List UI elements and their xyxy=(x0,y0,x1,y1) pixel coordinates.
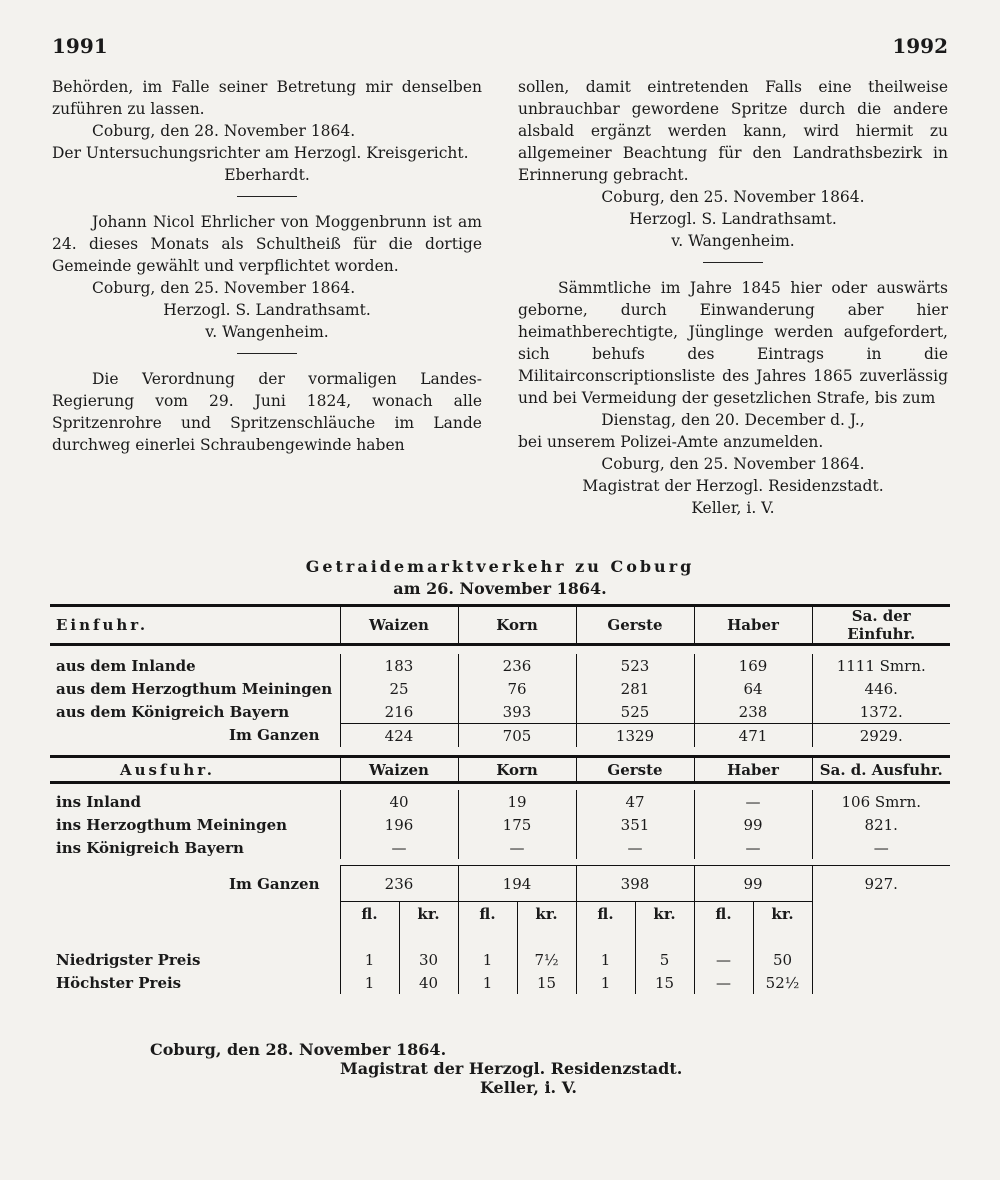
cell: 50 xyxy=(753,948,812,971)
cell: 175 xyxy=(458,813,576,836)
unit-cell: kr. xyxy=(399,902,458,926)
notice-date: Coburg, den 25. November 1864. xyxy=(601,188,865,206)
notice-authority: Der Untersuchungsrichter am Herzogl. Kreisgericht. xyxy=(52,144,469,162)
cell: 7½ xyxy=(517,948,576,971)
cell: 446. xyxy=(812,677,950,700)
col-header-sum: Sa. d. Ausfuhr. xyxy=(812,757,950,783)
cell: 40 xyxy=(399,971,458,994)
page-number-right: 1992 xyxy=(892,34,948,58)
cell: 238 xyxy=(694,700,812,724)
cell: 194 xyxy=(458,866,576,902)
cell: 927. xyxy=(812,866,950,902)
cell: 281 xyxy=(576,677,694,700)
notice-authority: Herzogl. S. Landrathsamt. xyxy=(629,210,837,228)
cell: 351 xyxy=(576,813,694,836)
notice-signature: Eberhardt. xyxy=(224,166,310,184)
cell: 25 xyxy=(340,677,458,700)
cell: 2929. xyxy=(812,724,950,748)
cell: 525 xyxy=(576,700,694,724)
row-label: aus dem Herzogthum Meiningen xyxy=(56,679,333,698)
cell: 1 xyxy=(340,971,399,994)
price-row-highest xyxy=(50,971,950,994)
cell: 236 xyxy=(458,654,576,677)
notice-authority: Herzogl. S. Landrathsamt. xyxy=(163,301,371,319)
unit-cell: kr. xyxy=(753,902,812,926)
cell: 1372. xyxy=(812,700,950,724)
col-header-gerste: Gerste xyxy=(576,606,694,645)
cell: 196 xyxy=(340,813,458,836)
table-row xyxy=(50,836,950,859)
footer-date: Coburg, den 28. November 1864. xyxy=(150,1040,447,1059)
col-header-gerste: Gerste xyxy=(576,757,694,783)
cell: 1 xyxy=(458,971,517,994)
cell: 424 xyxy=(340,724,458,748)
notice-place: bei unserem Polizei-Amte anzumelden. xyxy=(518,433,824,451)
market-title: Getraidemarktverkehr zu Coburg xyxy=(305,557,695,576)
footer-signature: Keller, i. V. xyxy=(480,1078,577,1097)
grain-market-table xyxy=(50,604,950,994)
col-header-haber: Haber xyxy=(694,606,812,645)
cell: 15 xyxy=(635,971,694,994)
cell: 1329 xyxy=(576,724,694,748)
cell: 40 xyxy=(340,790,458,813)
cell: — xyxy=(694,971,753,994)
cell: 183 xyxy=(340,654,458,677)
notice-date: Coburg, den 25. November 1864. xyxy=(92,279,356,297)
cell: 99 xyxy=(694,813,812,836)
footer-authority: Magistrat der Herzogl. Residenzstadt. xyxy=(340,1059,683,1078)
cell: 15 xyxy=(517,971,576,994)
row-label: aus dem Inlande xyxy=(56,656,196,675)
export-total-row xyxy=(50,866,950,902)
notice-date: Coburg, den 25. November 1864. xyxy=(601,455,865,473)
left-column xyxy=(52,76,482,456)
divider xyxy=(703,262,763,263)
cell: 1 xyxy=(576,948,635,971)
export-header-row xyxy=(50,757,950,783)
cell: 1 xyxy=(576,971,635,994)
notice-text: Johann Nicol Ehrlicher von Moggenbrunn ist am 24. dieses Monats als Schultheiß für die dortige Gemeinde gewählt und verpflichtet worden. xyxy=(52,213,482,275)
table-row xyxy=(50,747,950,757)
cell: 19 xyxy=(458,790,576,813)
import-header-label: Einfuhr. xyxy=(50,606,340,645)
cell: — xyxy=(812,836,950,859)
cell: — xyxy=(694,790,812,813)
price-row-lowest xyxy=(50,948,950,971)
table-row xyxy=(50,813,950,836)
cell: 705 xyxy=(458,724,576,748)
table-row xyxy=(50,645,950,655)
cell: — xyxy=(576,836,694,859)
cell: 1 xyxy=(458,948,517,971)
cell: 1 xyxy=(340,948,399,971)
import-total-row xyxy=(50,724,950,748)
col-header-waizen: Waizen xyxy=(340,606,458,645)
import-header-row xyxy=(50,606,950,645)
cell: 30 xyxy=(399,948,458,971)
notice-text: Sämmtliche im Jahre 1845 hier oder auswärts geborne, durch Einwanderung aber hier heimathberechtigte, Jünglinge werden aufgefordert, sich behufs des Eintrags in die Militairconscriptionsliste des Jahres 1865 zuverlässig und bei Vermeidung der gesetzlichen Strafe, bis zum xyxy=(518,279,948,407)
col-header-sum: Sa. der Einfuhr. xyxy=(812,606,950,645)
price-unit-row xyxy=(50,902,950,926)
cell: 471 xyxy=(694,724,812,748)
right-column xyxy=(518,76,948,519)
col-header-korn: Korn xyxy=(458,606,576,645)
page-number-left: 1991 xyxy=(52,34,108,58)
row-label: ins Inland xyxy=(56,792,142,811)
row-label: ins Herzogthum Meiningen xyxy=(56,815,288,834)
notice-text: sollen, damit eintretenden Falls eine theilweise unbrauchbar gewordene Spritze durch die andere alsbald ergänzt werden kann, wird hiermit zu allgemeiner Beachtung für den Landrathsbezirk in Erinnerung gebracht. xyxy=(518,78,948,184)
export-header-label: Ausfuhr. xyxy=(50,757,340,783)
cell: 64 xyxy=(694,677,812,700)
cell: 216 xyxy=(340,700,458,724)
col-header-waizen: Waizen xyxy=(340,757,458,783)
unit-cell: kr. xyxy=(635,902,694,926)
cell: 393 xyxy=(458,700,576,724)
unit-cell: kr. xyxy=(517,902,576,926)
row-label: Höchster Preis xyxy=(56,973,182,992)
notice-signature: Keller, i. V. xyxy=(691,499,775,517)
cell: 1111 Smrn. xyxy=(812,654,950,677)
table-row xyxy=(50,700,950,724)
col-header-korn: Korn xyxy=(458,757,576,783)
cell: — xyxy=(694,836,812,859)
notice-date: Coburg, den 28. November 1864. xyxy=(92,122,356,140)
cell: 236 xyxy=(340,866,458,902)
notice-text: Die Verordnung der vormaligen Landes-Regierung vom 29. Juni 1824, wonach alle Spritzenrohre und Spritzenschläuche im Lande durchweg einerlei Schraubengewinde haben xyxy=(52,370,482,454)
cell: — xyxy=(694,948,753,971)
unit-cell: fl. xyxy=(340,902,399,926)
notice-text: Behörden, im Falle seiner Betretung mir denselben zuführen zu lassen. xyxy=(52,78,482,118)
row-label: Niedrigster Preis xyxy=(56,950,201,969)
cell: 5 xyxy=(635,948,694,971)
divider xyxy=(237,353,297,354)
cell: 99 xyxy=(694,866,812,902)
cell: 76 xyxy=(458,677,576,700)
row-label: Im Ganzen xyxy=(228,726,320,745)
cell: 523 xyxy=(576,654,694,677)
cell: 47 xyxy=(576,790,694,813)
notice-deadline: Dienstag, den 20. December d. J., xyxy=(601,411,865,429)
cell: 169 xyxy=(694,654,812,677)
notice-authority: Magistrat der Herzogl. Residenzstadt. xyxy=(582,477,884,495)
table-row xyxy=(50,783,950,791)
col-header-haber: Haber xyxy=(694,757,812,783)
cell: — xyxy=(340,836,458,859)
row-label: Im Ganzen xyxy=(228,874,320,893)
table-row xyxy=(50,677,950,700)
table-row xyxy=(50,654,950,677)
unit-cell: fl. xyxy=(576,902,635,926)
footer-block xyxy=(0,1040,1000,1097)
row-label: aus dem Königreich Bayern xyxy=(56,702,290,721)
row-label: ins Königreich Bayern xyxy=(56,838,244,857)
divider xyxy=(237,196,297,197)
cell: 398 xyxy=(576,866,694,902)
table-row xyxy=(50,790,950,813)
cell: — xyxy=(458,836,576,859)
cell: 106 Smrn. xyxy=(812,790,950,813)
cell: 52½ xyxy=(753,971,812,994)
unit-cell: fl. xyxy=(694,902,753,926)
market-subtitle: am 26. November 1864. xyxy=(393,579,607,598)
unit-cell: fl. xyxy=(458,902,517,926)
cell: 821. xyxy=(812,813,950,836)
notice-signature: v. Wangenheim. xyxy=(205,323,329,341)
table-row xyxy=(50,925,950,948)
notice-signature: v. Wangenheim. xyxy=(671,232,795,250)
market-title-block xyxy=(0,556,1000,600)
